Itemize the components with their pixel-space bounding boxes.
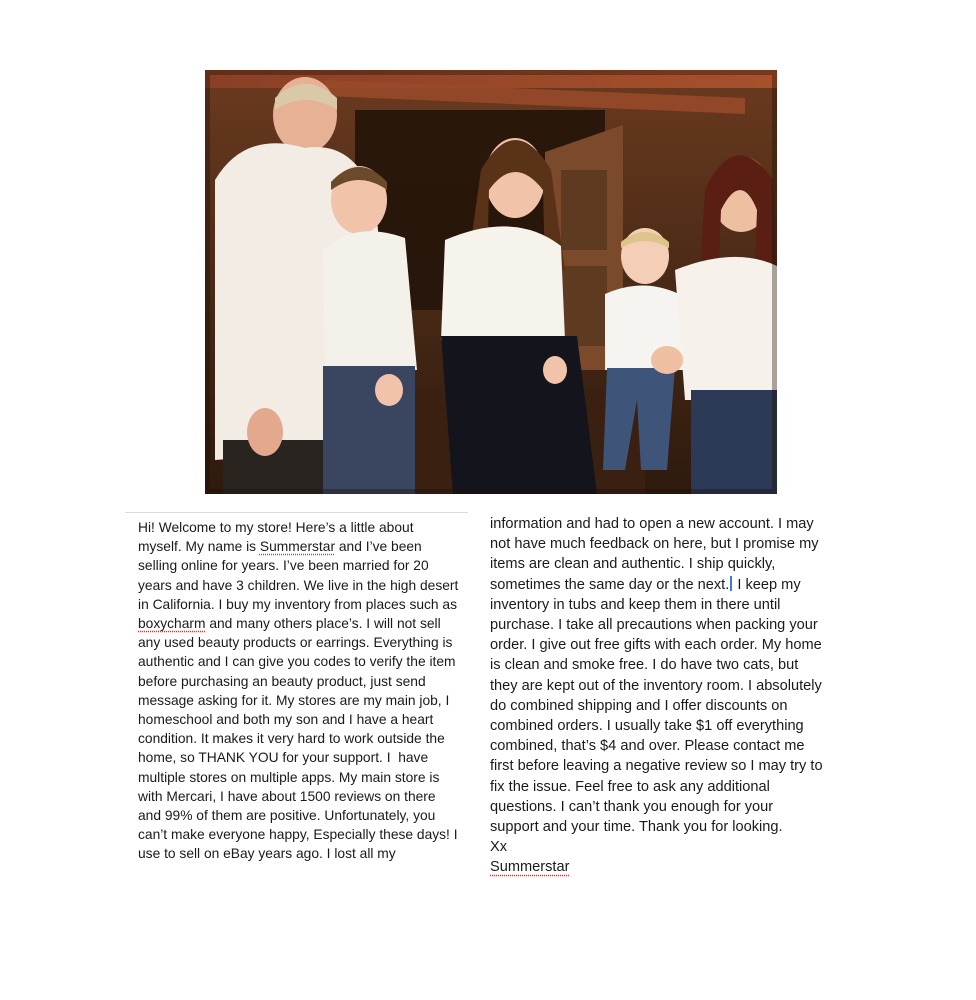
right-column-line: do combined shipping and I offer discounts on (490, 697, 788, 714)
left-column-line: and 99% of them are positive. Unfortunately, you (138, 808, 436, 824)
right-column-line: fix the issue. Feel free to ask any additional (490, 778, 770, 795)
right-column-line: combined, that’s $4 and over. Please contact me (490, 738, 805, 755)
family-photo-illustration (205, 70, 777, 494)
left-column-line: use to sell on eBay years ago. I lost all my (138, 846, 396, 862)
left-column-line: with Mercari, I have about 1500 reviews on there (138, 788, 436, 804)
spellcheck-flagged-word: Summerstar (259, 539, 336, 555)
about-text-left-column (138, 518, 458, 864)
left-column-line: authentic and I can give you codes to verify the item (138, 654, 456, 670)
left-column-line: Hi! Welcome to my store! Here’s a little about (138, 520, 414, 535)
left-column-line: multiple stores on multiple apps. My main store is (138, 769, 440, 785)
spellcheck-flagged-word: boxycharm (138, 616, 206, 632)
left-column-line: condition. It makes it very hard to work outside the (138, 731, 445, 747)
right-column-line: first before leaving a negative review so I may try to (490, 758, 823, 775)
left-column-line: in California. I buy my inventory from places such as (138, 596, 457, 612)
right-column-line: items are clean and authentic. I ship quickly, (490, 556, 776, 573)
left-column-line: home, so THANK YOU for your support. I have (138, 750, 429, 766)
left-column-line: years and have 3 children. We live in the high desert (138, 577, 459, 593)
family-photo (205, 70, 777, 494)
left-column-line: boxycharm and many others place’s. I will not sell (138, 616, 441, 632)
right-column-line: combined orders. I usually take $1 off everything (490, 718, 804, 735)
spellcheck-flagged-word: Summerstar (490, 859, 570, 876)
left-column-line: message asking for it. My stores are my main job, I (138, 692, 450, 708)
about-text-right-column (490, 514, 823, 878)
right-column-line: not have much feedback on here, but I promise my (490, 536, 819, 553)
section-divider (125, 512, 468, 513)
left-column-line: myself. My name is Summerstar and I’ve been (138, 539, 422, 555)
right-column-line: information and had to open a new account. I may (490, 516, 814, 532)
text-cursor (730, 576, 732, 591)
left-column-line: any used beauty products or earrings. Everything is (138, 635, 453, 651)
right-column-line: they are kept out of the inventory room. I absolutely (490, 677, 822, 694)
left-column-line: can’t make everyone happy, Especially these days! I (138, 827, 458, 843)
right-column-line: Xx (490, 839, 508, 856)
left-column-line: homeschool and both my son and I have a heart (138, 712, 434, 728)
right-column-line: inventory in tubs and keep them in there until (490, 596, 781, 613)
right-column-line (490, 857, 823, 877)
right-column-line: questions. I can’t thank you enough for your (490, 798, 774, 815)
left-column-line: before purchasing an beauty product, just send (138, 673, 426, 689)
left-column-line: selling online for years. I’ve been married for 20 (138, 558, 429, 574)
right-column-line: is clean and smoke free. I do have two cats, but (490, 657, 799, 674)
right-column-line: sometimes the same day or the next. I keep my (490, 576, 801, 593)
right-column-line: support and your time. Thank you for looking. (490, 819, 783, 836)
right-column-line: purchase. I take all precautions when packing your (490, 617, 818, 634)
right-column-line: order. I give out free gifts with each order. My home (490, 637, 822, 654)
